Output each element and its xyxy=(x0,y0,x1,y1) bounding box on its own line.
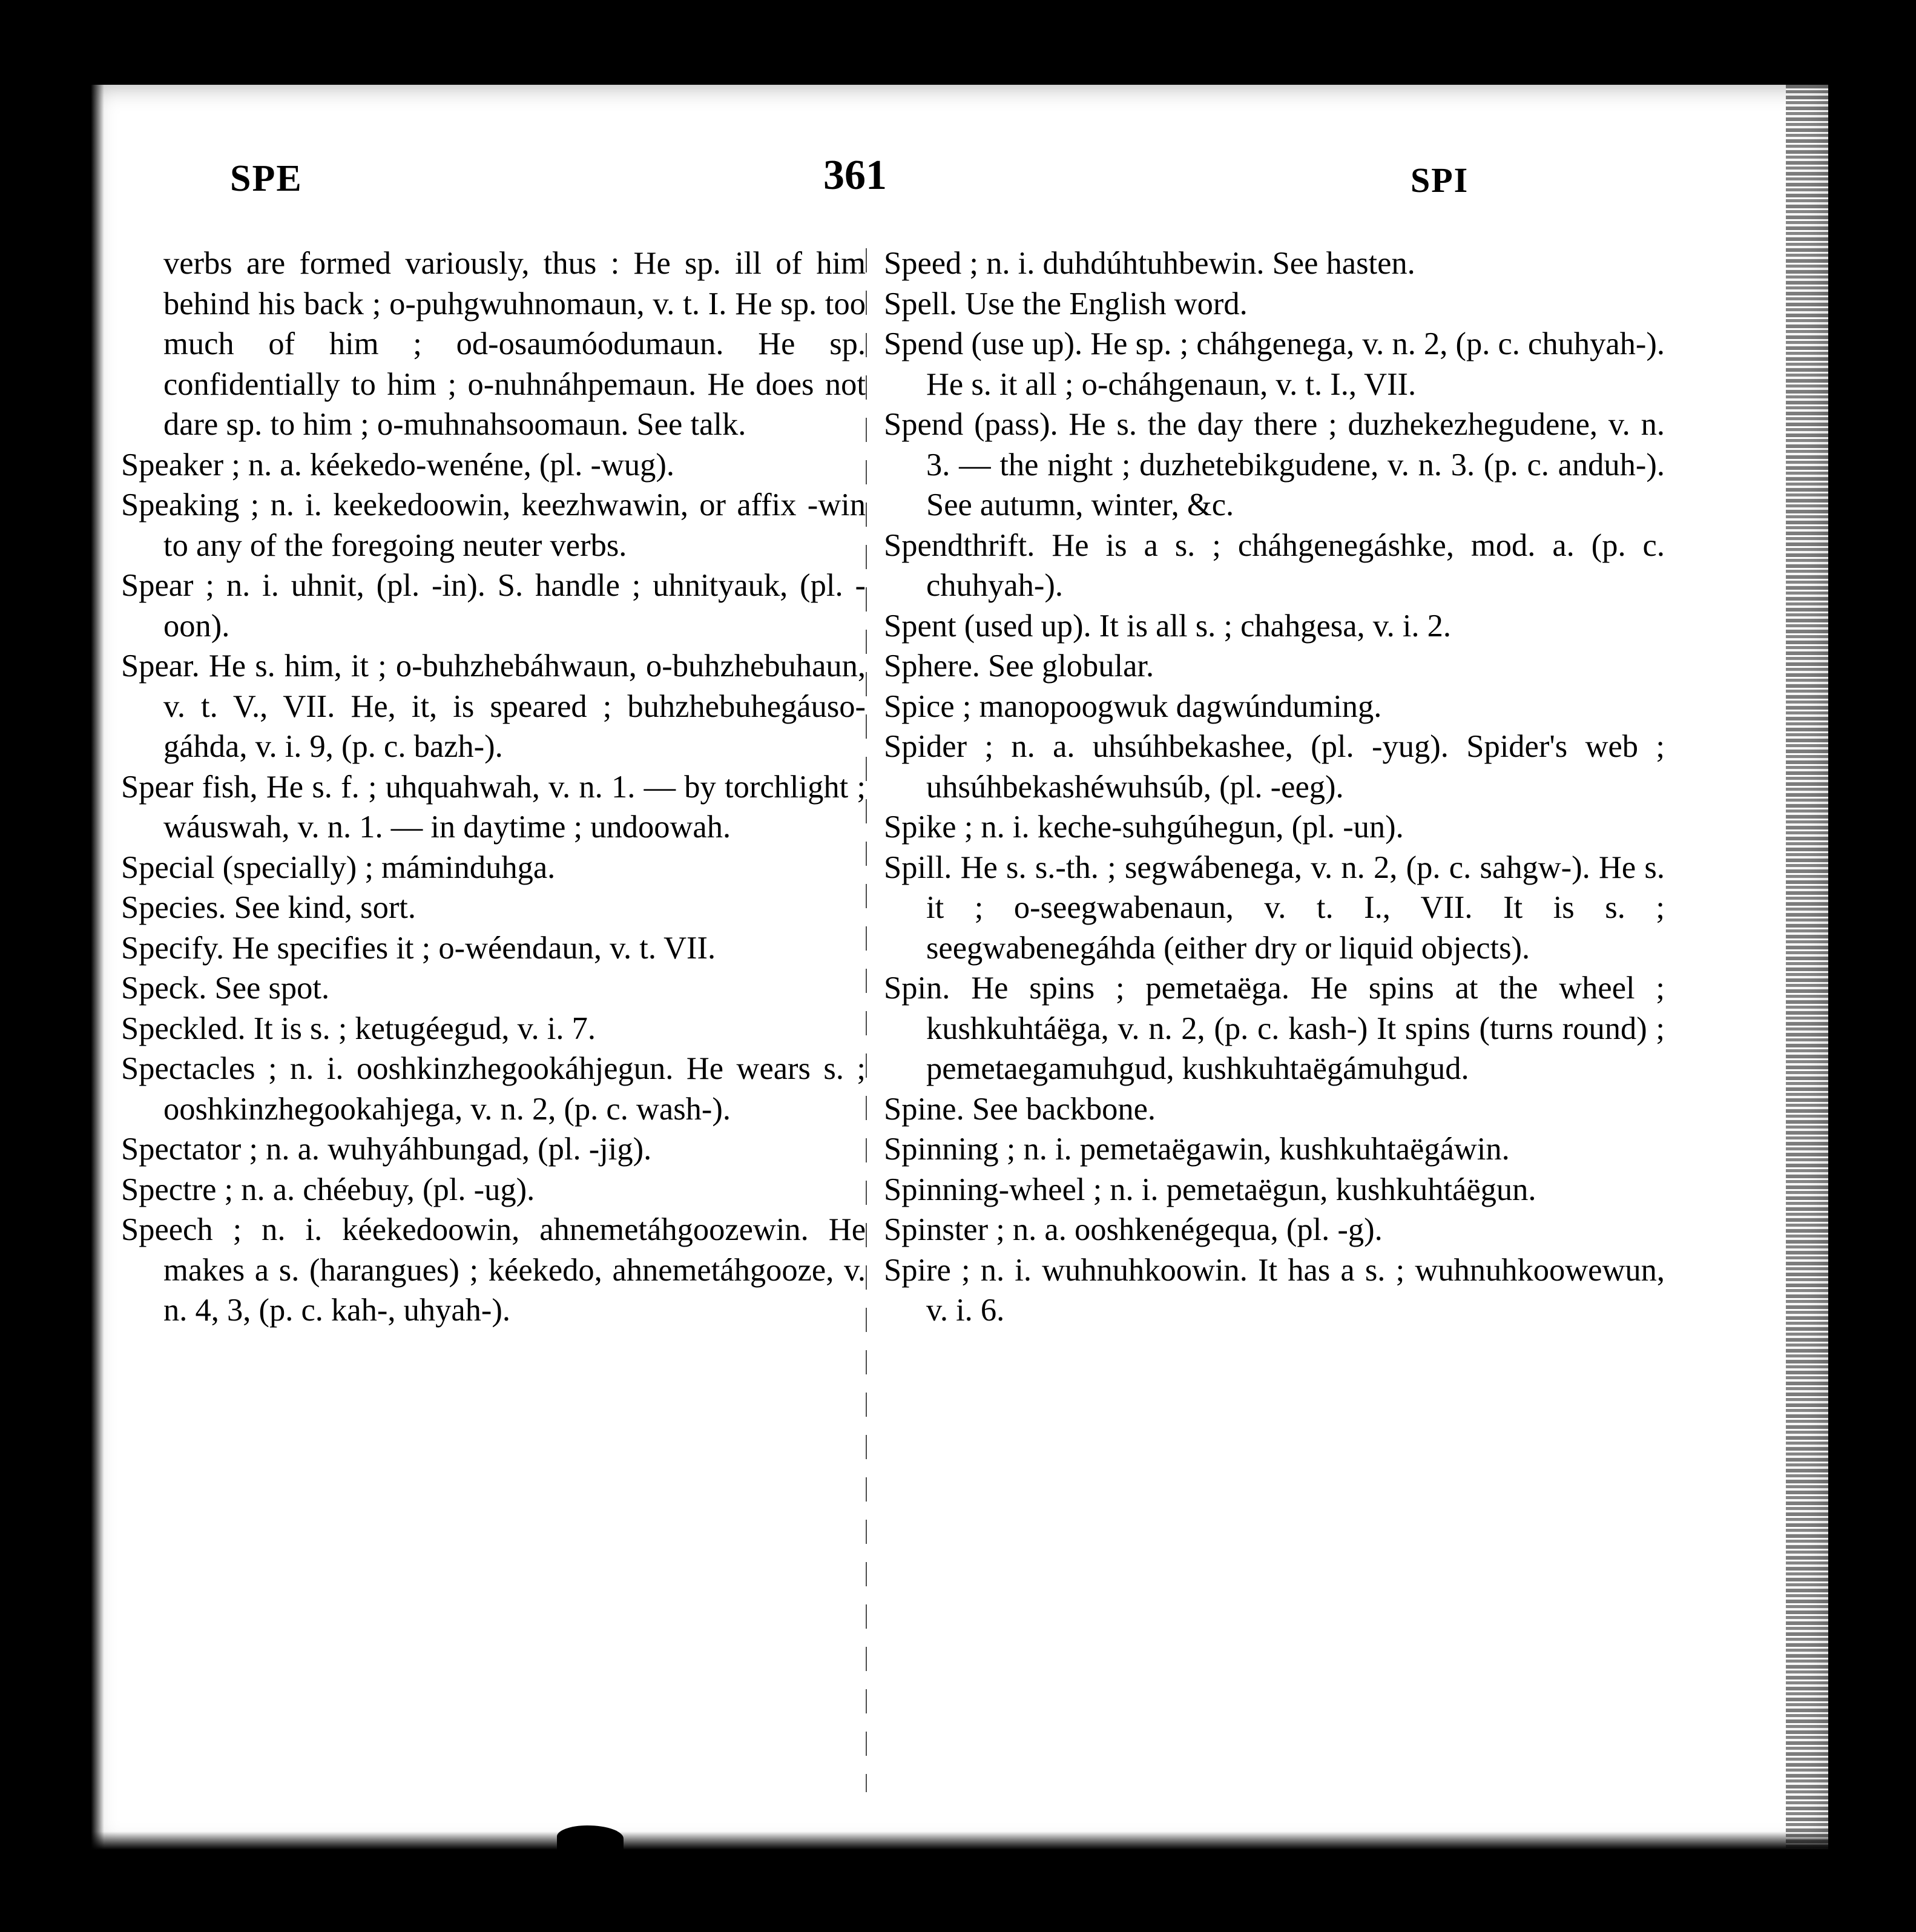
header-right-guideword: SPI xyxy=(1411,160,1469,200)
dictionary-entry: Spinning ; n. i. pemetaëgawin, kushkuhtaëgáwin. xyxy=(884,1132,1510,1167)
dictionary-entry: Speck. See spot. xyxy=(121,971,330,1006)
dictionary-entry: Sphere. See globular. xyxy=(884,648,1154,684)
dictionary-entry: Special (specially) ; máminduhga. xyxy=(121,849,556,885)
dictionary-entry: Spear ; n. i. uhnit, (pl. -in). S. handle ; uhnityauk, (pl. -oon). xyxy=(121,568,866,644)
dictionary-entry: Spendthrift. He is a s. ; cháhgenegáshke, mod. a. (p. c. chuhyah-). xyxy=(884,527,1665,603)
dictionary-entry: Spire ; n. i. wuhnuhkoowin. It has a s. ; wuhnuhkoowewun, v. i. 6. xyxy=(884,1252,1665,1328)
dictionary-entry: Spinning-wheel ; n. i. pemetaëgun, kushkuhtáëgun. xyxy=(884,1172,1536,1207)
dictionary-entry: Spear fish, He s. f. ; uhquahwah, v. n. 1. — by torchlight ; wáuswah, v. n. 1. — in daytime ; undoowah. xyxy=(121,769,866,845)
right-column xyxy=(884,243,1665,1331)
dictionary-entry: Specify. He specifies it ; o-wéendaun, v. t. VII. xyxy=(121,930,716,966)
scan-edge-right xyxy=(1786,85,1828,1850)
dictionary-entry: Spike ; n. i. keche-suhgúhegun, (pl. -un). xyxy=(884,809,1404,845)
dictionary-entry: Spine. See backbone. xyxy=(884,1091,1156,1127)
dictionary-entry: Species. See kind, sort. xyxy=(121,890,416,925)
dictionary-entry: Spill. He s. s.-th. ; segwábenega, v. n. 2, (p. c. sahgw-). He s. it ; o-seegwabenaun, v. t. I., VII. It is s. ; seegwabenegáhda (either dry or liquid objects). xyxy=(884,849,1665,966)
dictionary-entry: Spin. He spins ; pemetaëga. He spins at the wheel ; kushkuhtáëga, v. n. 2, (p. c. kash-) It spins (turns round) ; pemetaegamuhgud, kushkuhtaëgámuhgud. xyxy=(884,971,1665,1086)
dictionary-entry: Spinster ; n. a. ooshkenégequa, (pl. -g). xyxy=(884,1212,1383,1247)
dictionary-entry: Spider ; n. a. uhsúhbekashee, (pl. -yug). Spider's web ; uhsúhbekashéwuhsúb, (pl. -eeg). xyxy=(884,729,1665,805)
dictionary-entry: Spear. He s. him, it ; o-buhzhebáhwaun, o-buhzhebuhaun, v. t. V., VII. He, it, is speared ; buhzhebuhegáuso-gáhda, v. i. 9, (p. c. bazh-). xyxy=(121,648,866,764)
dictionary-entry: Spend (pass). He s. the day there ; duzhekezhegudene, v. n. 3. — the night ; duzhetebikgudene, v. n. 3. (p. c. anduh-). See autumn, winter, &c. xyxy=(884,407,1665,523)
dictionary-entry: Spell. Use the English word. xyxy=(884,286,1248,321)
dictionary-entry: Spectator ; n. a. wuhyáhbungad, (pl. -jig). xyxy=(121,1132,652,1167)
page-number: 361 xyxy=(823,152,887,199)
running-header xyxy=(91,151,1828,200)
dictionary-entry: Spend (use up). He sp. ; cháhgenega, v. n. 2, (p. c. chuhyah-). He s. it all ; o-cháhgenaun, v. t. I., VII. xyxy=(884,326,1665,402)
dictionary-entry: Speech ; n. i. kéekedoowin, ahnemetáhgoozewin. He makes a s. (harangues) ; kéekedo, ahnemetáhgooze, v. n. 4, 3, (p. c. kah-, uhyah-). xyxy=(121,1212,866,1328)
column-divider xyxy=(866,248,867,1792)
left-column xyxy=(121,243,866,1331)
dictionary-page xyxy=(91,85,1828,1850)
dictionary-entry: Spent (used up). It is all s. ; chahgesa, v. i. 2. xyxy=(884,608,1452,644)
ink-blot xyxy=(557,1825,624,1850)
dictionary-entry: Speaker ; n. a. kéekedo-wenéne, (pl. -wug). xyxy=(121,447,675,483)
dictionary-entry: Speaking ; n. i. keekedoowin, keezhwawin, or affix -win to any of the foregoing neuter verbs. xyxy=(121,487,866,563)
dictionary-entry: Speckled. It is s. ; ketugéegud, v. i. 7. xyxy=(121,1011,596,1046)
dictionary-entry: Speed ; n. i. duhdúhtuhbewin. See hasten. xyxy=(884,246,1415,281)
dictionary-entry: Spectacles ; n. i. ooshkinzhegookáhjegun. He wears s. ; ooshkinzhegookahjega, v. n. 2, (p. c. wash-). xyxy=(121,1051,866,1127)
dictionary-entry: Spice ; manopoogwuk dagwúnduming. xyxy=(884,688,1382,724)
header-left-guideword: SPE xyxy=(230,158,303,199)
dictionary-entry: Spectre ; n. a. chéebuy, (pl. -ug). xyxy=(121,1172,535,1207)
dictionary-entry: verbs are formed variously, thus : He sp. ill of him behind his back ; o-puhgwuhnomaun, v. t. I. He sp. too much of him ; od-osaumóodumaun. He sp. confidentially to him ; o-nuhnáhpemaun. He does not dare sp. to him ; o-muhnahsoomaun. See talk. xyxy=(163,246,866,442)
scan-edge-bottom xyxy=(91,1831,1828,1850)
scan-edge-left xyxy=(91,85,104,1850)
